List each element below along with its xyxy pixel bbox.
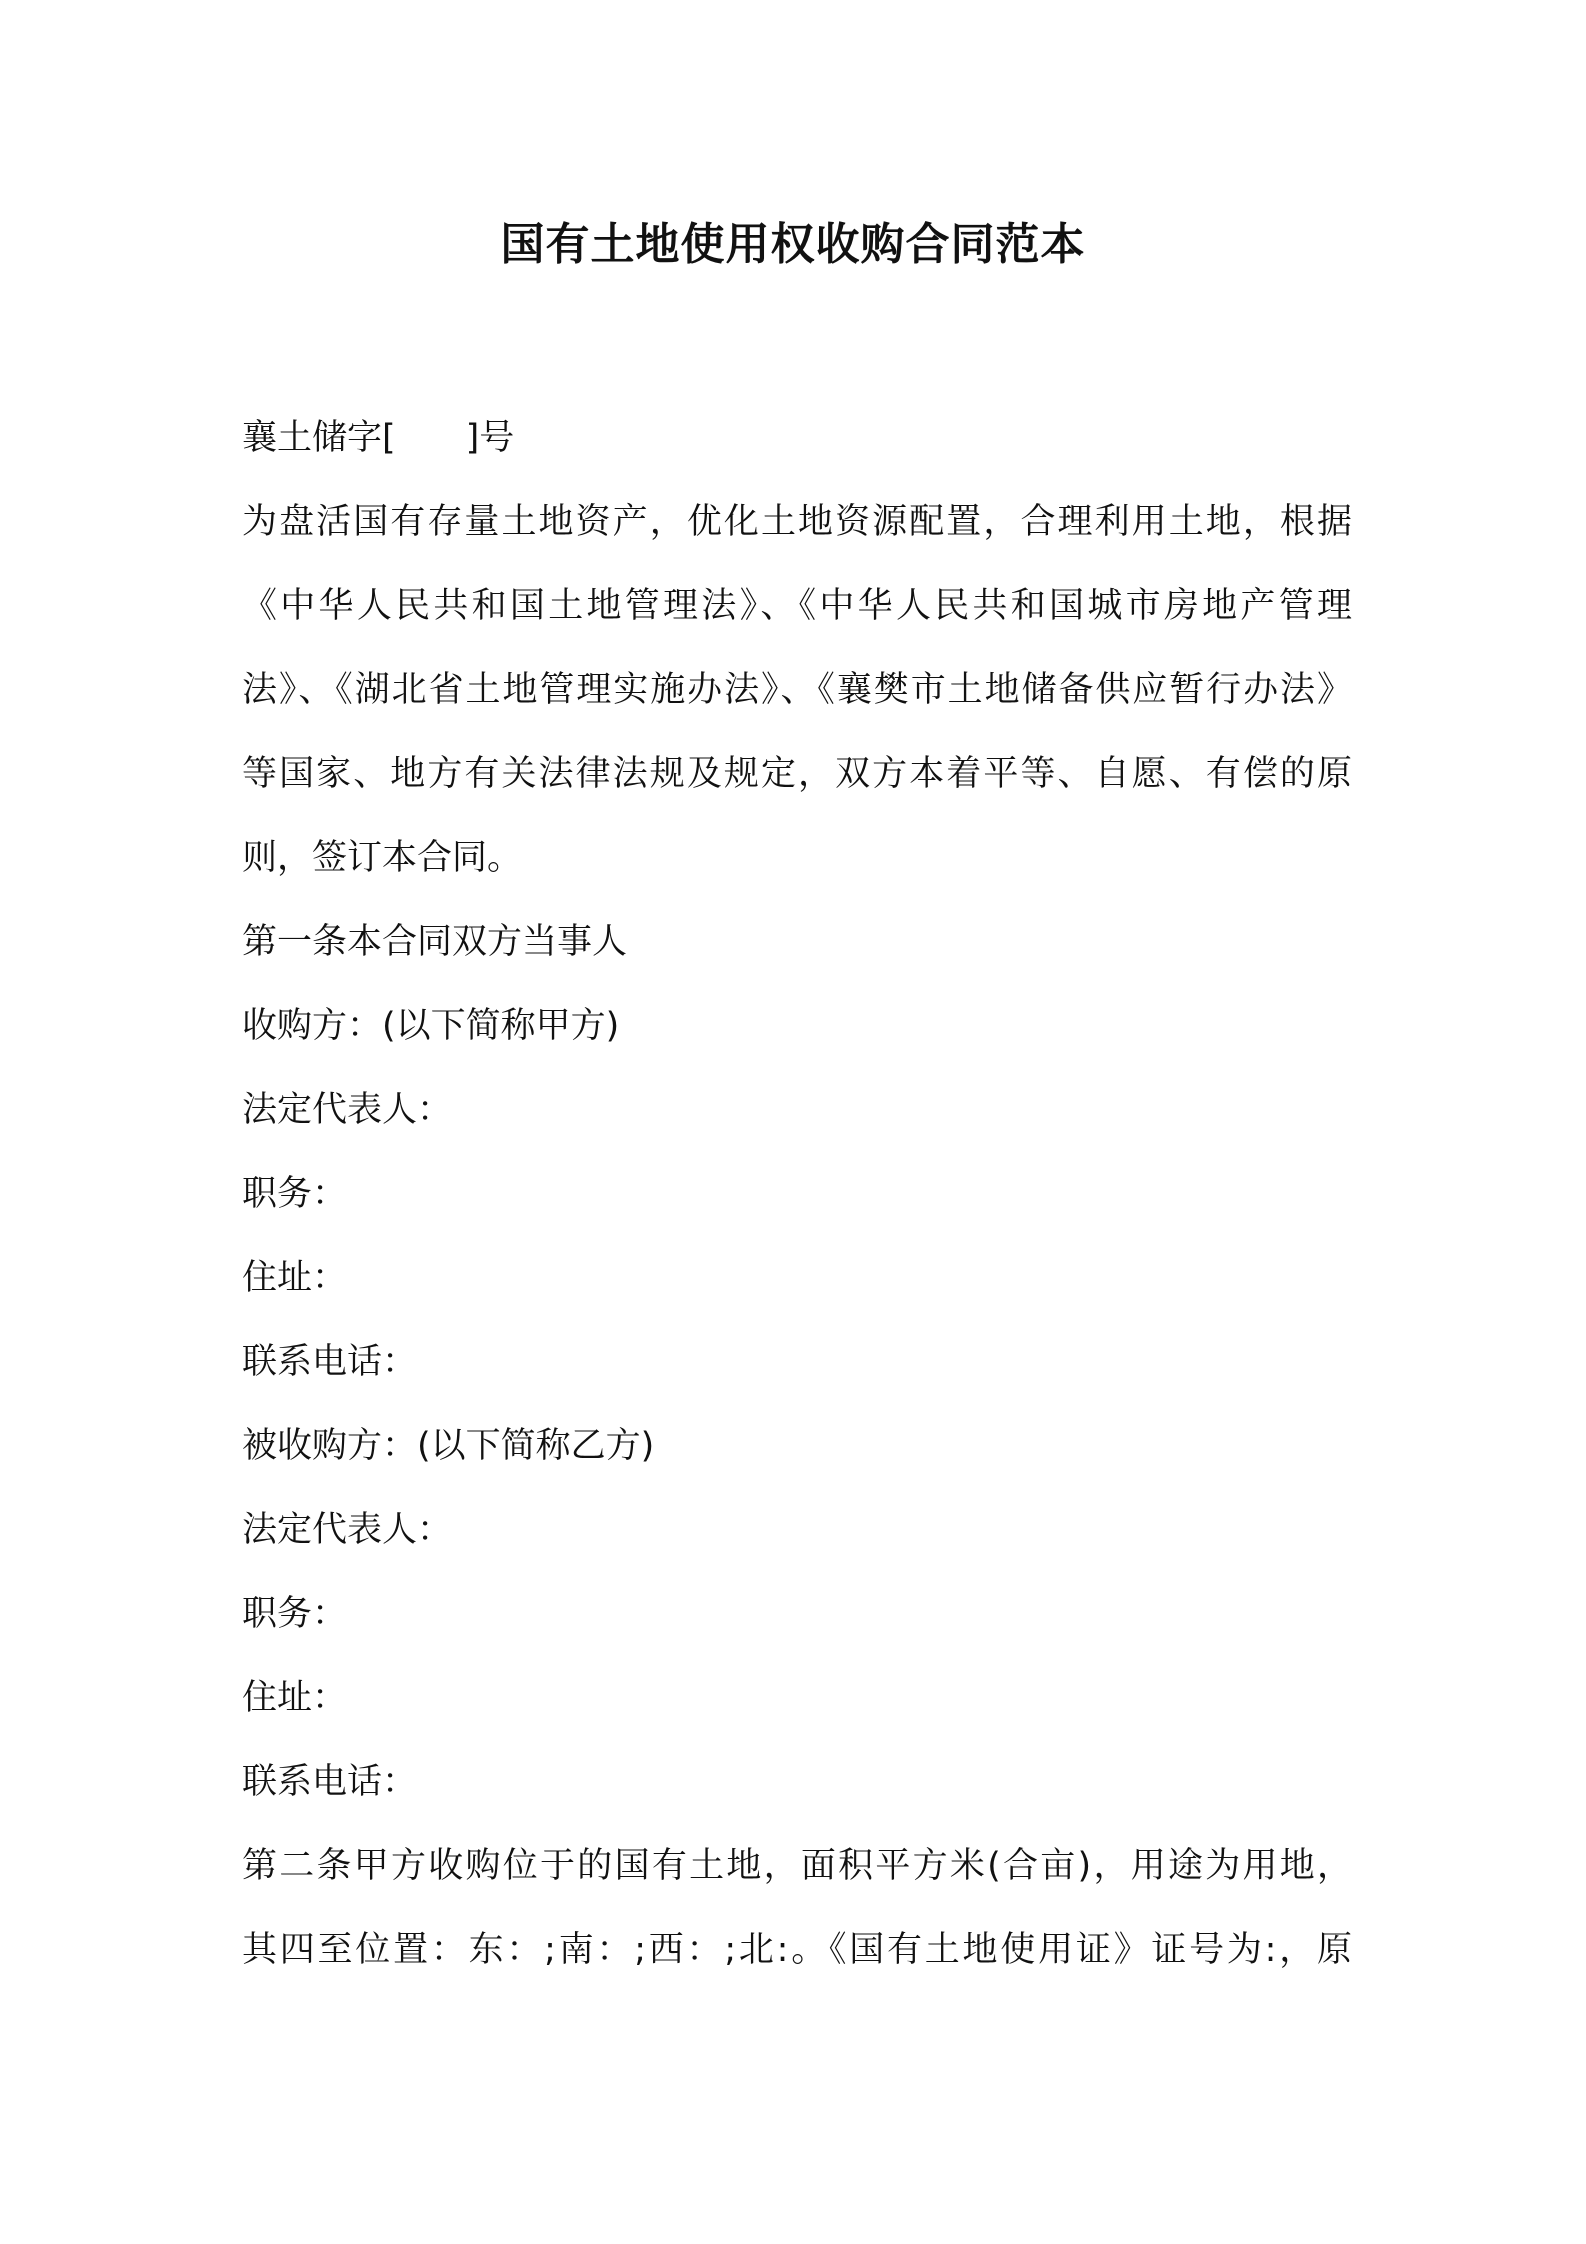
preamble-line-5: 则，签订本合同。	[242, 838, 523, 878]
party-b-address: 住址：	[242, 1678, 348, 1718]
article-2-line-1: 第二条甲方收购位于的国有土地，面积平方米(合亩)，用途为用地，	[242, 1846, 1352, 1886]
article-2-line-2: 其四至位置：东：;南：;西：;北:。《国有土地使用证》证号为:，原	[242, 1930, 1352, 1970]
party-a-position: 职务：	[242, 1174, 348, 1214]
party-b-position: 职务：	[242, 1594, 348, 1634]
preamble-line-3: 法》、《湖北省土地管理实施办法》、《襄樊市土地储备供应暂行办法》	[242, 670, 1352, 710]
party-a-address: 住址：	[242, 1258, 348, 1298]
document-title: 国有土地使用权收购合同范本	[500, 219, 1086, 270]
party-a-label: 收购方：(以下简称甲方)	[242, 1006, 620, 1046]
preamble-line-4: 等国家、地方有关法律法规及规定，双方本着平等、自愿、有偿的原	[242, 754, 1352, 794]
party-b-representative: 法定代表人：	[242, 1510, 453, 1550]
party-b-label: 被收购方：(以下简称乙方)	[242, 1426, 655, 1466]
preamble-line-1: 为盘活国有存量土地资产，优化土地资源配置，合理利用土地，根据	[242, 502, 1352, 542]
preamble-line-2: 《中华人民共和国土地管理法》、《中华人民共和国城市房地产管理	[242, 586, 1352, 626]
party-a-representative: 法定代表人：	[242, 1090, 453, 1130]
article-1-heading: 第一条本合同双方当事人	[242, 922, 628, 962]
reference-number: 襄土储字[ ]号	[242, 418, 515, 458]
party-b-phone: 联系电话：	[242, 1762, 418, 1802]
party-a-phone: 联系电话：	[242, 1342, 418, 1382]
